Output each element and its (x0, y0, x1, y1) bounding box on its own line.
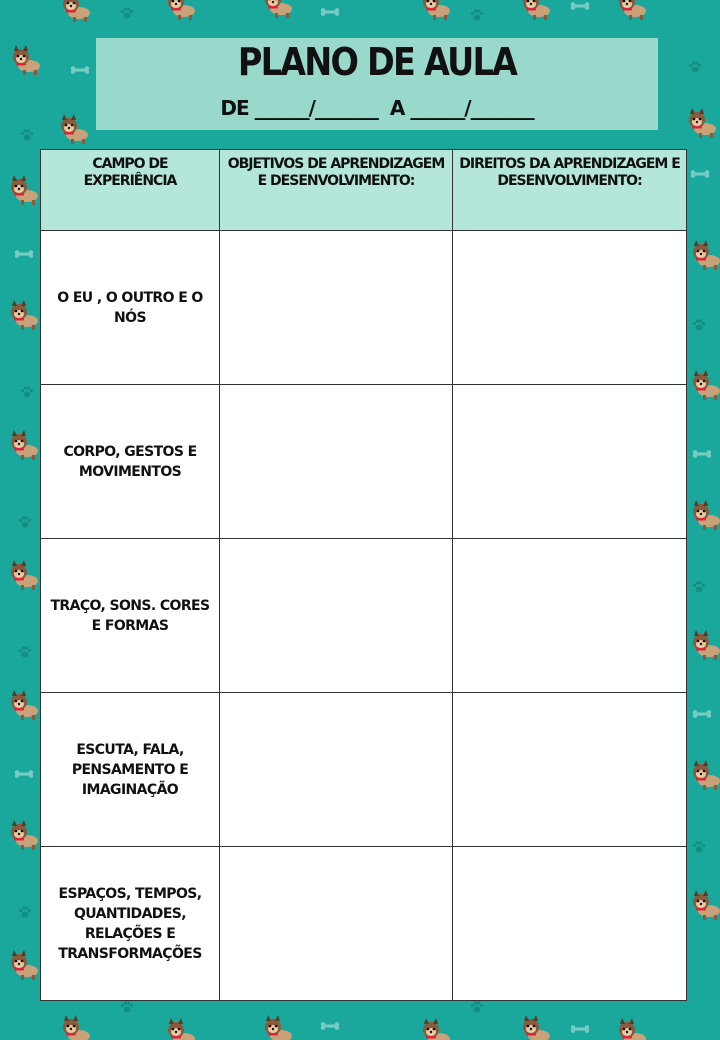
yorkshire-dog-icon (8, 950, 42, 980)
date-range-field[interactable]: DE ______/_______ A ______/_______ (220, 96, 534, 120)
yorkshire-dog-icon (420, 0, 454, 20)
bone-icon (70, 66, 90, 74)
lesson-plan-table (40, 149, 687, 1001)
yorkshire-dog-icon (690, 890, 720, 920)
paw-print-icon (470, 8, 484, 22)
yorkshire-dog-icon (690, 240, 720, 270)
yorkshire-dog-icon (262, 1015, 296, 1040)
yorkshire-dog-icon (165, 1018, 199, 1040)
paw-print-icon (692, 580, 706, 594)
column-header-direitos: DIREITOS DA APRENDIZAGEM E DESENVOLVIMENTO: (453, 150, 687, 231)
direitos-cell[interactable] (453, 847, 687, 1001)
objetivos-cell[interactable] (220, 385, 453, 539)
paw-print-icon (18, 645, 32, 659)
table-row (41, 693, 687, 847)
campo-cell: O EU , O OUTRO E O NÓS (41, 231, 220, 385)
yorkshire-dog-icon (690, 370, 720, 400)
yorkshire-dog-icon (60, 0, 94, 22)
table-header-row (41, 150, 687, 231)
campo-cell: CORPO, GESTOS E MOVIMENTOS (41, 385, 220, 539)
yorkshire-dog-icon (8, 175, 42, 205)
yorkshire-dog-icon (616, 1018, 650, 1040)
yorkshire-dog-icon (8, 300, 42, 330)
bone-icon (570, 1025, 590, 1033)
yorkshire-dog-icon (8, 690, 42, 720)
direitos-cell[interactable] (453, 539, 687, 693)
campo-cell: ESCUTA, FALA, PENSAMENTO E IMAGINAÇÃO (41, 693, 220, 847)
objetivos-cell[interactable] (220, 231, 453, 385)
bone-icon (570, 2, 590, 10)
paw-print-icon (120, 6, 134, 20)
table-row (41, 847, 687, 1001)
yorkshire-dog-icon (690, 630, 720, 660)
table-row (41, 231, 687, 385)
yorkshire-dog-icon (10, 45, 44, 75)
bone-icon (320, 8, 340, 16)
yorkshire-dog-icon (520, 1015, 554, 1040)
objetivos-cell[interactable] (220, 847, 453, 1001)
objetivos-cell[interactable] (220, 539, 453, 693)
column-header-objetivos: OBJETIVOS DE APRENDIZAGEM E DESENVOLVIMENTO: (220, 150, 453, 231)
paw-print-icon (692, 318, 706, 332)
direitos-cell[interactable] (453, 693, 687, 847)
bone-icon (14, 250, 34, 258)
table-row (41, 385, 687, 539)
yorkshire-dog-icon (690, 500, 720, 530)
campo-cell: ESPAÇOS, TEMPOS, QUANTIDADES, RELAÇÕES E TRANSFORMAÇÕES (41, 847, 220, 1001)
bone-icon (692, 710, 712, 718)
yorkshire-dog-icon (520, 0, 554, 20)
campo-cell: TRAÇO, SONS. CORES E FORMAS (41, 539, 220, 693)
yorkshire-dog-icon (262, 0, 296, 18)
bone-icon (320, 1022, 340, 1030)
yorkshire-dog-icon (165, 0, 199, 20)
yorkshire-dog-icon (690, 760, 720, 790)
paw-print-icon (18, 515, 32, 529)
title-box (96, 38, 658, 130)
yorkshire-dog-icon (8, 430, 42, 460)
table-row (41, 539, 687, 693)
bone-icon (690, 170, 710, 178)
direitos-cell[interactable] (453, 231, 687, 385)
yorkshire-dog-icon (8, 560, 42, 590)
page-title: PLANO DE AULA (237, 40, 517, 84)
yorkshire-dog-icon (60, 1015, 94, 1040)
yorkshire-dog-icon (8, 820, 42, 850)
yorkshire-dog-icon (616, 0, 650, 20)
paw-print-icon (692, 840, 706, 854)
paw-print-icon (120, 1000, 134, 1014)
bone-icon (14, 770, 34, 778)
yorkshire-dog-icon (58, 114, 92, 144)
paw-print-icon (20, 385, 34, 399)
paw-print-icon (688, 60, 702, 74)
direitos-cell[interactable] (453, 385, 687, 539)
column-header-campo: CAMPO DE EXPERIÊNCIA (41, 150, 220, 231)
paw-print-icon (18, 905, 32, 919)
yorkshire-dog-icon (686, 108, 720, 138)
objetivos-cell[interactable] (220, 693, 453, 847)
bone-icon (692, 450, 712, 458)
yorkshire-dog-icon (420, 1018, 454, 1040)
paw-print-icon (20, 128, 34, 142)
paw-print-icon (470, 1000, 484, 1014)
